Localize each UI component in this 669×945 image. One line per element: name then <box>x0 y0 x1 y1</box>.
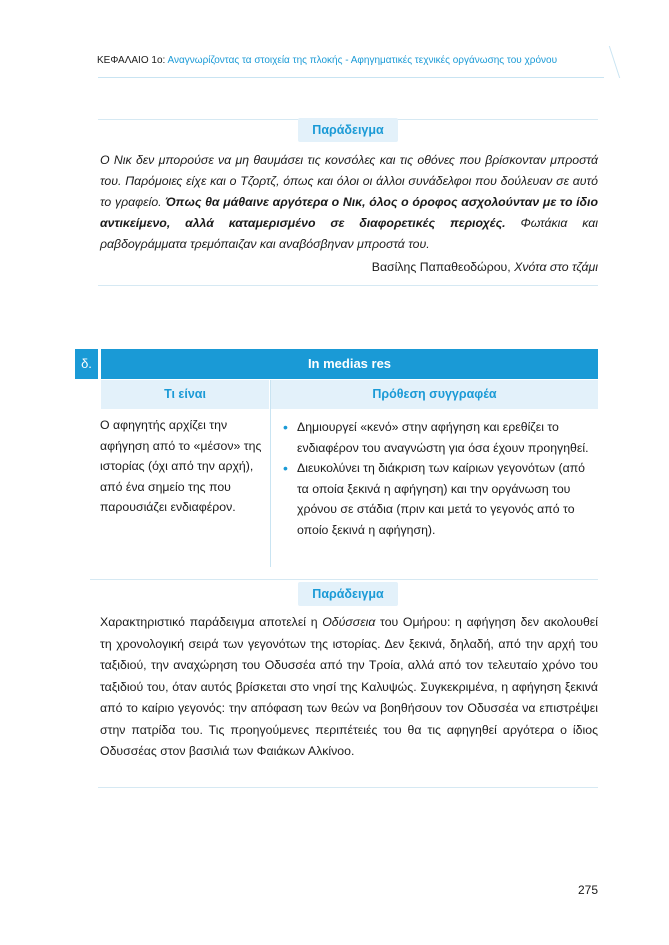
example1-author: Βασίλης Παπαθεοδώρου, <box>371 260 515 274</box>
col1-header: Τι είναι <box>101 380 269 409</box>
section-title: In medias res <box>101 349 598 379</box>
purpose-cell <box>283 417 598 540</box>
example2-bottom-rule <box>98 787 598 788</box>
example1-bottom-rule <box>98 285 598 286</box>
chapter-label: ΚΕΦΑΛΑΙΟ 1ο: <box>97 55 168 66</box>
purpose-text: Δημιουργεί «κενό» στην αφήγηση και ερεθίζει το ενδιαφέρον του αναγνώστη για όσα έχουν προηγηθεί. <box>297 420 589 455</box>
example2-title: Παράδειγμα <box>298 582 398 606</box>
example2-text-2: του Ομήρου: η αφήγηση δεν ακολουθεί τη χρονολογική σειρά των γεγονότων της ιστορίας. Δεν ξεκινά, δηλαδή, από την αρχή του ταξιδιού, την αναχώρηση του Οδυσσέα από την Τροία, αλλά από τον τελευταίο χρόνο του ταξιδιού του, όταν αυτός βρίσκεται στο νησί της Καλυψώς. Συγκεκριμένα, η αφήγηση ξεκινά από το καίριο γεγονός: την απόφαση των θεών να βοηθήσουν τον Οδυσσέα να επιστρέψει στην πατρίδα του. Τις προηγούμενες περιπέτειές του θα τις αφηγηθεί αργότερα ο ίδιος Οδυσσέας στον βασιλιά των Φαιάκων Αλκίνοο. <box>100 615 598 758</box>
bullet-icon: • <box>283 460 288 476</box>
example2-text-1: Χαρακτηριστικό παράδειγμα αποτελεί η <box>100 615 323 629</box>
example1-text <box>100 150 598 255</box>
example1-title: Παράδειγμα <box>298 118 398 142</box>
example1-italic-1: Ο Νικ δεν μπορούσε να μη θαυμάσει τις κονσόλες και τις οθόνες που βρίσκονταν μπροστά του. Παρόμοιες είχε και ο Τζορτζ, όπως και όλοι οι άλλοι συνάδελφοι που δούλευαν σε αυτό το γραφείο. <box>100 153 598 209</box>
page-number: 275 <box>577 883 598 897</box>
list-item <box>283 417 598 458</box>
example1-bold-italic: Όπως θα μάθαινε αργότερα ο Νικ, όλος ο όροφος ασχολούνταν με το ίδιο αντικείμενο, αλλά καταμερισμένο σε διαφορετικές περιοχές. <box>100 195 598 230</box>
purpose-text: Διευκολύνει τη διάκριση των καίριων γεγονότων (από τα οποία ξεκινά η αφήγηση) και την οργάνωση του χρόνου σε στάδια (πριν και μετά το γεγονός από το οποίο ξεκινά η αφήγηση). <box>297 461 586 537</box>
list-item <box>283 458 598 540</box>
example1-attribution <box>372 260 598 274</box>
section-label: δ. <box>75 349 98 379</box>
purpose-list <box>283 417 598 540</box>
example1-italic-2: Φωτάκια και ραβδογράμματα τρεμόπαιζαν και αναβόσβηναν μπροστά του. <box>100 216 598 251</box>
example2-work: Οδύσσεια <box>322 615 376 629</box>
chapter-topic: Αναγνωρίζοντας τα στοιχεία της πλοκής - Αφηγηματικές τεχνικές οργάνωσης του χρόνου <box>167 55 558 66</box>
bullet-icon: • <box>283 419 288 435</box>
example2-top-rule <box>90 579 598 580</box>
column-divider <box>270 380 271 567</box>
running-head <box>97 55 607 66</box>
example2-text <box>100 612 598 763</box>
definition-cell: Ο αφηγητής αρχίζει την αφήγηση από το «μέσον» της ιστορίας (όχι από την αρχή), από ένα σημείο της που παρουσιάζει ενδιαφέρον. <box>100 418 262 514</box>
example1-work: Χνότα στο τζάμι <box>514 260 598 274</box>
header-rule <box>98 77 604 78</box>
col2-header: Πρόθεση συγγραφέα <box>271 380 598 409</box>
